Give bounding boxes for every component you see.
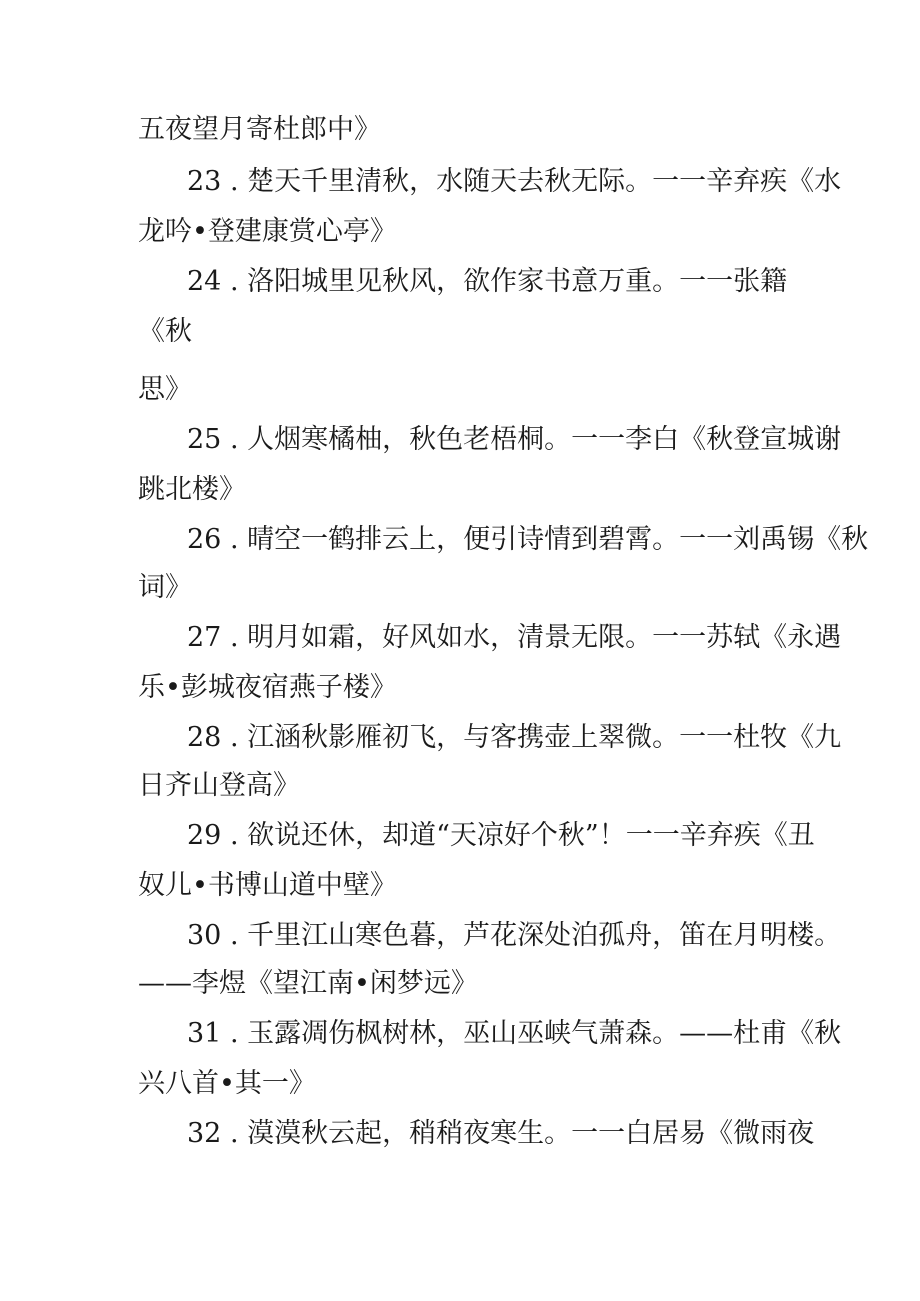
- text-line-10: 词》: [138, 572, 192, 603]
- text-line-2: 23 . 楚天千里清秋，水随天去秋无际。一一辛弃疾《水: [187, 166, 842, 197]
- text-line-16: 奴儿•书博山道中壁》: [138, 870, 397, 901]
- text-line-4: 24 . 洛阳城里见秋风，欲作家书意万重。一一张籍: [187, 266, 788, 297]
- text-line-20: 兴八首•其一》: [138, 1068, 316, 1099]
- text-line-15: 29 . 欲说还休，却道“天凉好个秋”！一一辛弃疾《丑: [187, 820, 815, 851]
- text-line-17: 30 . 千里江山寒色暮，芦花深处泊孤舟，笛在月明楼。: [187, 920, 842, 951]
- text-line-14: 日齐山登高》: [138, 770, 300, 801]
- text-line-6: 思》: [138, 374, 192, 405]
- text-line-19: 31 . 玉露凋伤枫树林，巫山巫峡气萧森。——杜甫《秋: [187, 1018, 842, 1049]
- text-line-9: 26 . 晴空一鹤排云上，便引诗情到碧霄。一一刘禹锡《秋: [187, 524, 869, 555]
- text-line-8: 跳北楼》: [138, 474, 246, 505]
- text-line-1: 五夜望月寄杜郎中》: [138, 114, 381, 145]
- text-line-7: 25 . 人烟寒橘柚，秋色老梧桐。一一李白《秋登宣城谢: [187, 424, 842, 455]
- text-line-5: 《秋: [138, 316, 192, 347]
- text-line-12: 乐•彭城夜宿燕子楼》: [138, 672, 397, 703]
- text-line-21: 32 . 漠漠秋云起，稍稍夜寒生。一一白居易《微雨夜: [187, 1118, 815, 1149]
- text-line-13: 28 . 江涵秋影雁初飞，与客携壶上翠微。一一杜牧《九: [187, 722, 842, 753]
- text-line-18: ——李煜《望江南•闲梦远》: [138, 968, 478, 999]
- text-line-3: 龙吟•登建康赏心亭》: [138, 216, 397, 247]
- text-line-11: 27 . 明月如霜，好风如水，清景无限。一一苏轼《永遇: [187, 622, 842, 653]
